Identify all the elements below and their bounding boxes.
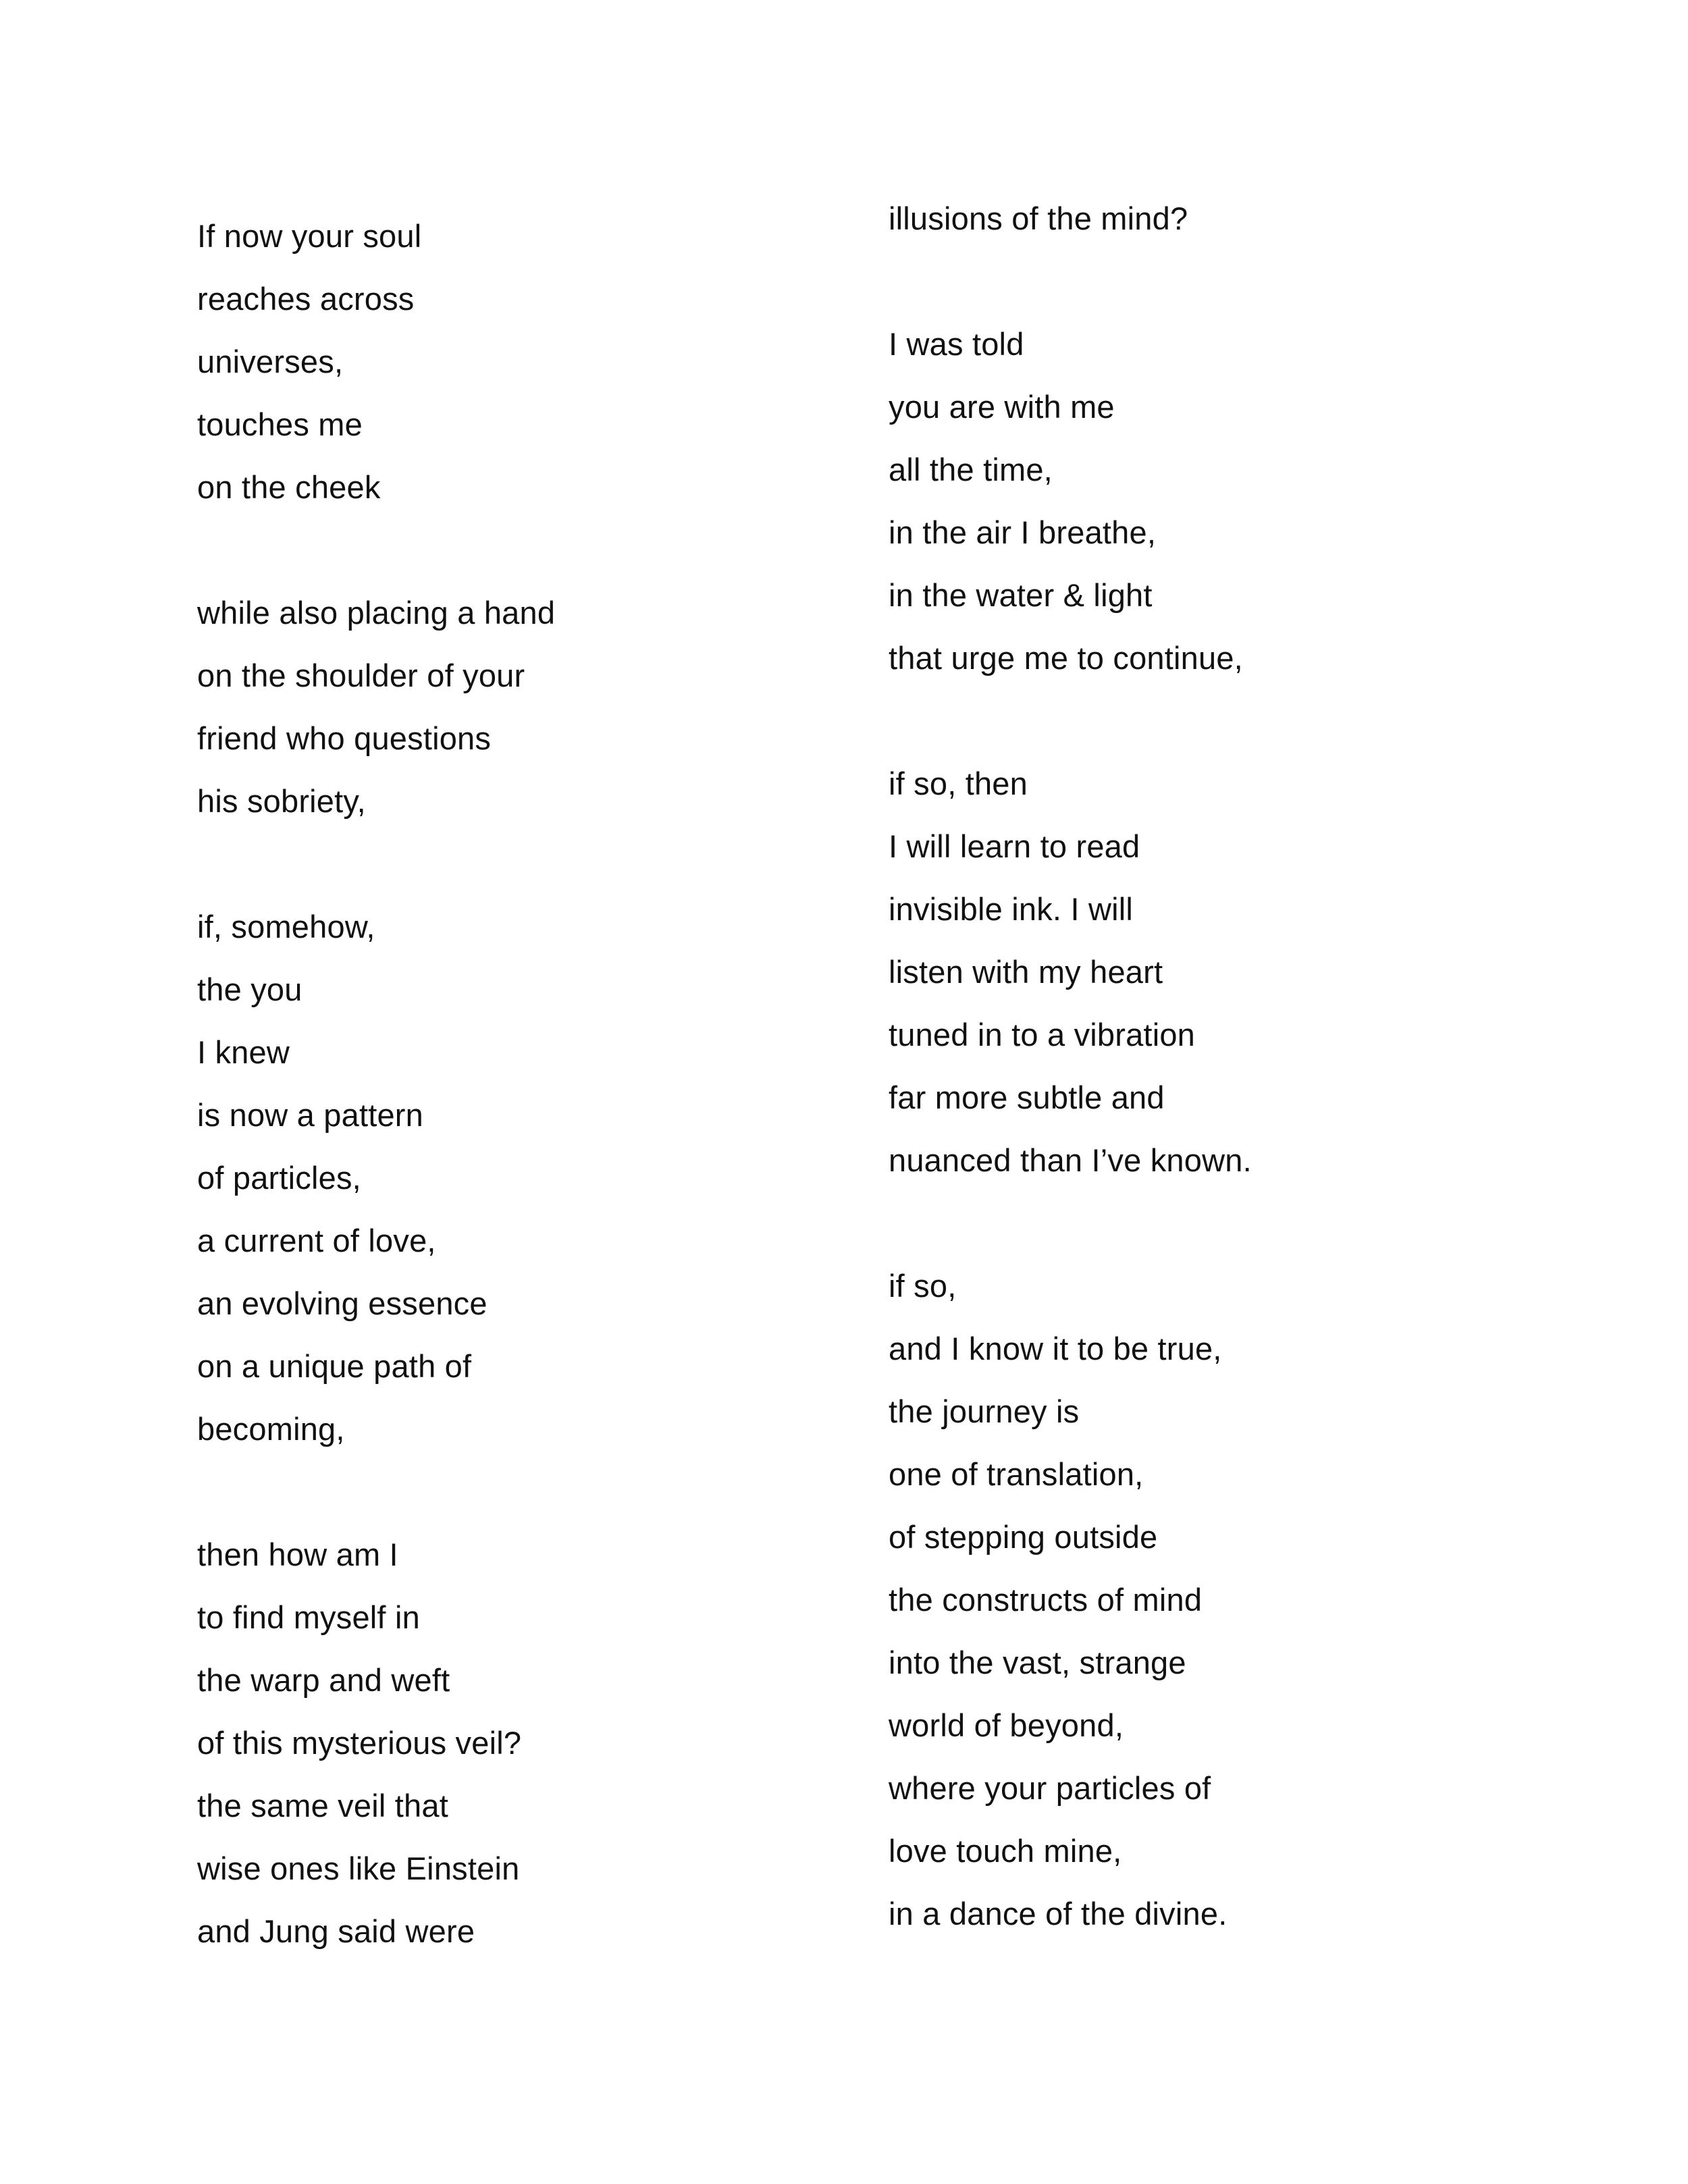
poem-line: the same veil that (197, 1788, 448, 1823)
poem-line: if, somehow, (197, 909, 375, 944)
poem-line: the constructs of mind (889, 1582, 1203, 1618)
poem-line: invisible ink. I will (889, 891, 1134, 927)
poem-line: one of translation, (889, 1456, 1144, 1492)
poem-line: that urge me to continue, (889, 640, 1243, 676)
poem-stanza (889, 187, 1188, 250)
poem-line: all the time, (889, 452, 1053, 487)
poem-line: of this mysterious veil? (197, 1725, 522, 1761)
poem-line: love touch mine, (889, 1833, 1122, 1869)
poem-line: if so, then (889, 766, 1028, 801)
poem-line: the journey is (889, 1393, 1080, 1429)
poem-stanza (889, 752, 1252, 1192)
poem-line: in a dance of the divine. (889, 1896, 1228, 1932)
poem-line: the you (197, 971, 302, 1007)
poem-line: far more subtle and (889, 1080, 1165, 1115)
poem-line: of particles, (197, 1160, 361, 1196)
poem-line: world of beyond, (889, 1707, 1124, 1743)
poem-line: where your particles of (889, 1770, 1211, 1806)
poem-line: in the water & light (889, 577, 1153, 613)
poem-line: into the vast, strange (889, 1645, 1186, 1680)
poem-line: to find myself in (197, 1599, 420, 1635)
poem-stanza (197, 205, 421, 518)
poem-line: and I know it to be true, (889, 1331, 1222, 1366)
poem-line: I knew (197, 1034, 290, 1070)
poem-line: in the air I breathe, (889, 514, 1157, 550)
poem-line: on a unique path of (197, 1348, 472, 1384)
poem-line: reaches across (197, 281, 415, 317)
poem-line: you are with me (889, 389, 1115, 425)
poem-line: If now your soul (197, 218, 422, 254)
poem-line: becoming, (197, 1411, 345, 1447)
poem-line: illusions of the mind? (889, 201, 1188, 236)
poem-line: on the shoulder of your (197, 658, 525, 693)
poem-line: touches me (197, 406, 363, 442)
poem-line: I was told (889, 326, 1024, 362)
poem-line: while also placing a hand (197, 595, 556, 631)
poem-stanza (197, 581, 555, 832)
poem-line: an evolving essence (197, 1285, 487, 1321)
poem-line: if so, (889, 1268, 957, 1304)
poem-line: his sobriety, (197, 783, 366, 819)
poem-line: nuanced than I’ve known. (889, 1142, 1252, 1178)
poem-line: is now a pattern (197, 1097, 423, 1133)
poem-line: the warp and weft (197, 1662, 450, 1698)
poem-stanza (197, 1523, 521, 1963)
poem-line: a current of love, (197, 1223, 436, 1258)
poem-stanza (889, 1254, 1227, 1945)
poem-line: tuned in to a vibration (889, 1017, 1196, 1053)
poem-line: universes, (197, 344, 344, 379)
poem-line: wise ones like Einstein (197, 1850, 520, 1886)
poem-line: listen with my heart (889, 954, 1163, 990)
poem-stanza (197, 895, 487, 1460)
poem-line: then how am I (197, 1537, 398, 1572)
poem-line: I will learn to read (889, 828, 1140, 864)
poem-stanza (889, 313, 1243, 689)
poem-line: of stepping outside (889, 1519, 1158, 1555)
poem-line: friend who questions (197, 720, 492, 756)
poem-line: and Jung said were (197, 1913, 475, 1949)
poem-line: on the cheek (197, 469, 381, 505)
